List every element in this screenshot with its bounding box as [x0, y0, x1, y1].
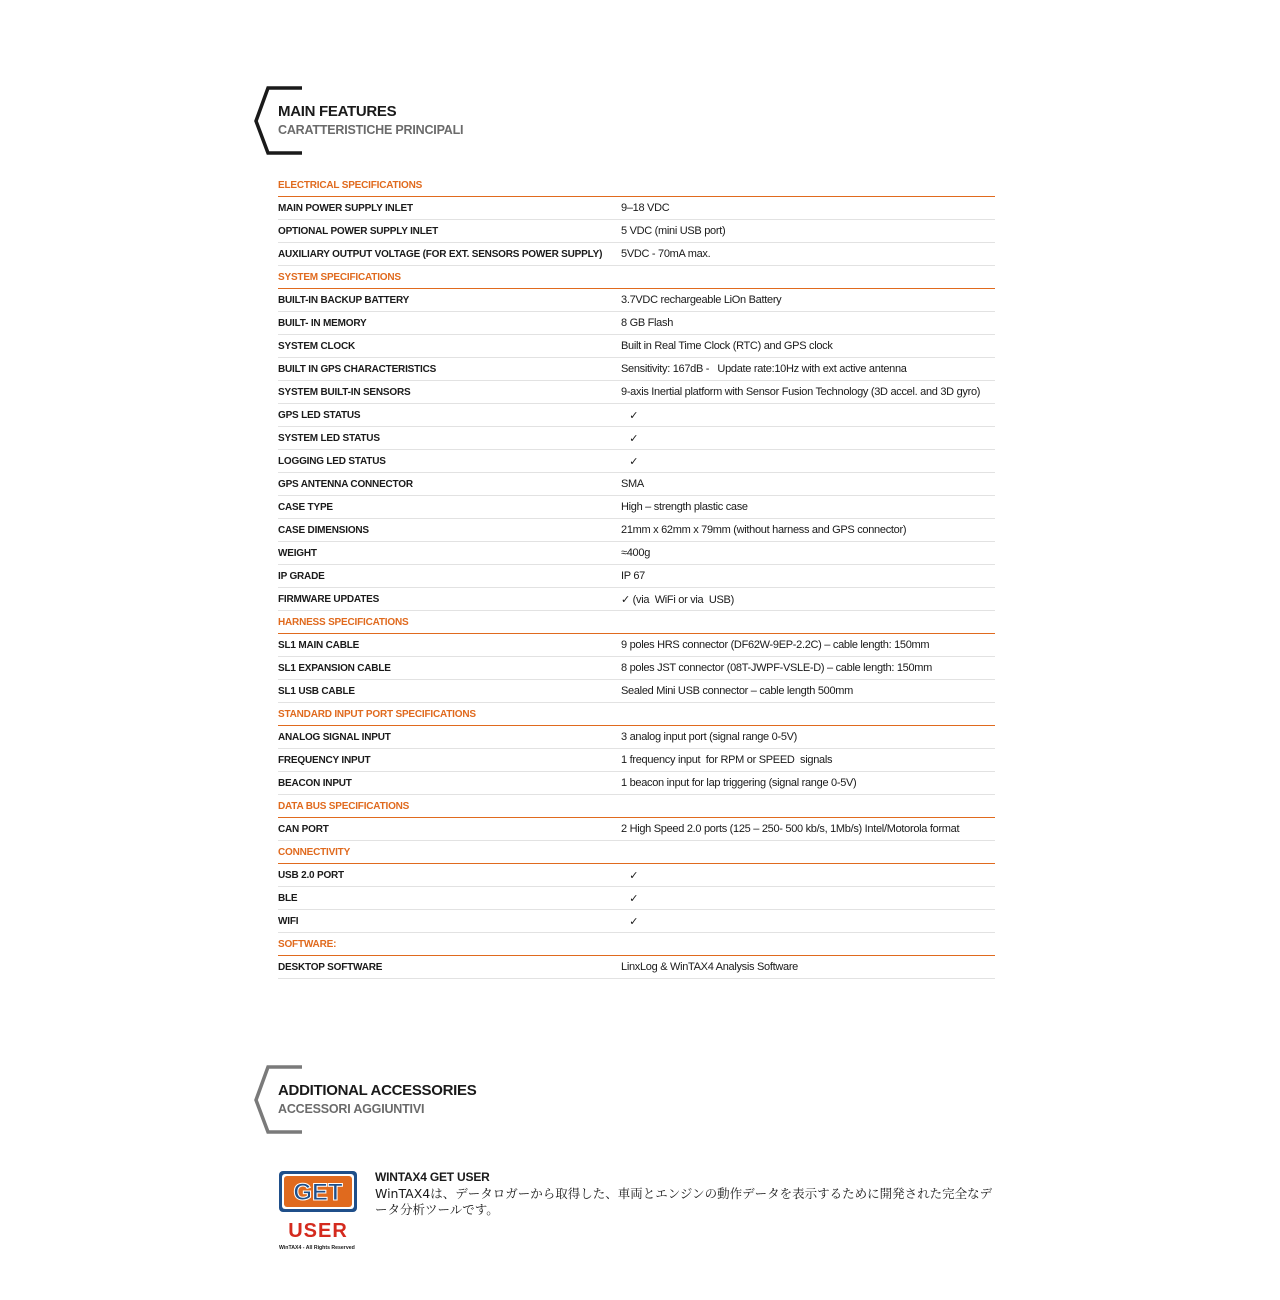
spec-row	[278, 450, 995, 473]
spec-row	[278, 588, 995, 611]
accessory-description: WinTAX4は、データロガーから取得した、車両とエンジンの動作データを表示するために開発された完全なデータ分析ツールです。	[375, 1186, 993, 1217]
spec-label: GPS ANTENNA CONNECTOR	[278, 478, 413, 490]
spec-row	[278, 427, 995, 450]
main-features-header	[254, 86, 854, 156]
spec-row	[278, 887, 995, 910]
spec-label: SL1 EXPANSION CABLE	[278, 662, 391, 674]
spec-value: 2 High Speed 2.0 ports (125 – 250- 500 kb/s, 1Mb/s) Intel/Motorola format	[621, 823, 960, 835]
spec-row	[278, 956, 995, 979]
spec-value: ✓	[621, 915, 639, 928]
spec-label: SL1 USB CABLE	[278, 685, 355, 697]
spec-category-label: SOFTWARE:	[278, 938, 337, 950]
spec-category-label: ELECTRICAL SPECIFICATIONS	[278, 179, 423, 191]
spec-row	[278, 473, 995, 496]
spec-row	[278, 381, 995, 404]
spec-label: FREQUENCY INPUT	[278, 754, 371, 766]
spec-row	[278, 749, 995, 772]
spec-category-row	[278, 933, 995, 956]
section-title: ADDITIONAL ACCESSORIES	[278, 1082, 477, 1099]
spec-value: Built in Real Time Clock (RTC) and GPS clock	[621, 340, 833, 352]
spec-label: BUILT-IN BACKUP BATTERY	[278, 294, 410, 306]
section-subtitle: ACCESSORI AGGIUNTIVI	[278, 1102, 425, 1116]
spec-value: 8 poles JST connector (08T-JWPF-VSLE-D) – cable length: 150mm	[621, 662, 933, 674]
spec-row	[278, 657, 995, 680]
spec-value: 5VDC - 70mA max.	[621, 248, 711, 260]
spec-label: CASE TYPE	[278, 501, 333, 513]
spec-category-label: CONNECTIVITY	[278, 846, 351, 858]
section-subtitle: CARATTERISTICHE PRINCIPALI	[278, 123, 464, 137]
spec-value: Sealed Mini USB connector – cable length 500mm	[621, 685, 854, 697]
spec-row	[278, 680, 995, 703]
spec-label: SL1 MAIN CABLE	[278, 639, 360, 651]
spec-value: 1 frequency input for RPM or SPEED signals	[621, 754, 833, 766]
spec-value: SMA	[621, 478, 644, 490]
spec-value: Sensitivity: 167dB - Update rate:10Hz with ext active antenna	[621, 363, 907, 375]
spec-value: 5 VDC (mini USB port)	[621, 225, 726, 237]
spec-row	[278, 726, 995, 749]
spec-value: 3 analog input port (signal range 0-5V)	[621, 731, 798, 743]
spec-label: CAN PORT	[278, 823, 329, 835]
spec-label: WEIGHT	[278, 547, 317, 559]
accessories-header	[254, 1065, 854, 1135]
spec-row	[278, 312, 995, 335]
accessory-title: WINTAX4 GET USER	[375, 1170, 490, 1184]
spec-label: BUILT- IN MEMORY	[278, 317, 367, 329]
spec-label: SYSTEM BUILT-IN SENSORS	[278, 386, 411, 398]
spec-category-label: DATA BUS SPECIFICATIONS	[278, 800, 410, 812]
spec-label: GPS LED STATUS	[278, 409, 361, 421]
logo-user-text: USER	[288, 1220, 348, 1242]
spec-row	[278, 289, 995, 312]
spec-row	[278, 565, 995, 588]
spec-category-row	[278, 703, 995, 726]
spec-value: 9-axis Inertial platform with Sensor Fusion Technology (3D accel. and 3D gyro)	[621, 386, 981, 398]
spec-row	[278, 864, 995, 887]
spec-value: LinxLog & WinTAX4 Analysis Software	[621, 961, 798, 973]
spec-value: ✓	[621, 455, 639, 468]
spec-row	[278, 634, 995, 657]
spec-value: ✓	[621, 432, 639, 445]
spec-label: FIRMWARE UPDATES	[278, 593, 380, 605]
spec-category-label: SYSTEM SPECIFICATIONS	[278, 271, 401, 283]
spec-value: 3.7VDC rechargeable LiOn Battery	[621, 294, 782, 306]
specifications-table	[278, 174, 995, 979]
spec-row	[278, 197, 995, 220]
spec-row	[278, 335, 995, 358]
spec-value: ✓	[621, 869, 639, 882]
logo-caption: WinTAX4 - All Rights Reserved	[279, 1245, 355, 1251]
spec-label: BUILT IN GPS CHARACTERISTICS	[278, 363, 437, 375]
spec-category-label: HARNESS SPECIFICATIONS	[278, 616, 409, 628]
spec-row	[278, 404, 995, 427]
spec-label: ANALOG SIGNAL INPUT	[278, 731, 391, 743]
spec-category-row	[278, 266, 995, 289]
spec-label: MAIN POWER SUPPLY INLET	[278, 202, 413, 214]
spec-category-row	[278, 841, 995, 864]
section-title: MAIN FEATURES	[278, 103, 397, 120]
spec-row	[278, 220, 995, 243]
spec-row	[278, 358, 995, 381]
spec-label: BEACON INPUT	[278, 777, 352, 789]
spec-label: OPTIONAL POWER SUPPLY INLET	[278, 225, 438, 237]
spec-row	[278, 818, 995, 841]
spec-row	[278, 496, 995, 519]
spec-category-row	[278, 611, 995, 634]
spec-row	[278, 519, 995, 542]
spec-value: ≈400g	[621, 547, 651, 559]
spec-value: ✓ (via WiFi or via USB)	[621, 593, 734, 606]
spec-value: IP 67	[621, 570, 645, 582]
get-user-logo	[278, 1170, 360, 1252]
spec-value: ✓	[621, 892, 639, 905]
logo-get-text: GET	[293, 1179, 343, 1206]
spec-value: 8 GB Flash	[621, 317, 674, 329]
spec-label: SYSTEM CLOCK	[278, 340, 356, 352]
spec-label: DESKTOP SOFTWARE	[278, 961, 383, 973]
spec-category-row	[278, 174, 995, 197]
spec-value: 9–18 VDC	[621, 202, 670, 214]
spec-value: 21mm x 62mm x 79mm (without harness and GPS connector)	[621, 524, 907, 536]
hexagon-frame-icon	[254, 86, 314, 156]
spec-label: AUXILIARY OUTPUT VOLTAGE (FOR EXT. SENSORS POWER SUPPLY)	[278, 248, 603, 260]
spec-value: 9 poles HRS connector (DF62W-9EP-2.2C) – cable length: 150mm	[621, 639, 930, 651]
spec-label: SYSTEM LED STATUS	[278, 432, 380, 444]
spec-category-row	[278, 795, 995, 818]
spec-value: ✓	[621, 409, 639, 422]
spec-label: IP GRADE	[278, 570, 325, 582]
spec-label: CASE DIMENSIONS	[278, 524, 369, 536]
spec-label: USB 2.0 PORT	[278, 869, 344, 881]
spec-value: High – strength plastic case	[621, 501, 748, 513]
spec-row	[278, 772, 995, 795]
hexagon-frame-icon	[254, 1065, 314, 1135]
spec-label: WIFI	[278, 915, 299, 927]
spec-row	[278, 542, 995, 565]
spec-row	[278, 910, 995, 933]
spec-label: LOGGING LED STATUS	[278, 455, 386, 467]
spec-value: 1 beacon input for lap triggering (signal range 0-5V)	[621, 777, 857, 789]
spec-category-label: STANDARD INPUT PORT SPECIFICATIONS	[278, 708, 476, 720]
spec-label: BLE	[278, 892, 298, 904]
spec-row	[278, 243, 995, 266]
